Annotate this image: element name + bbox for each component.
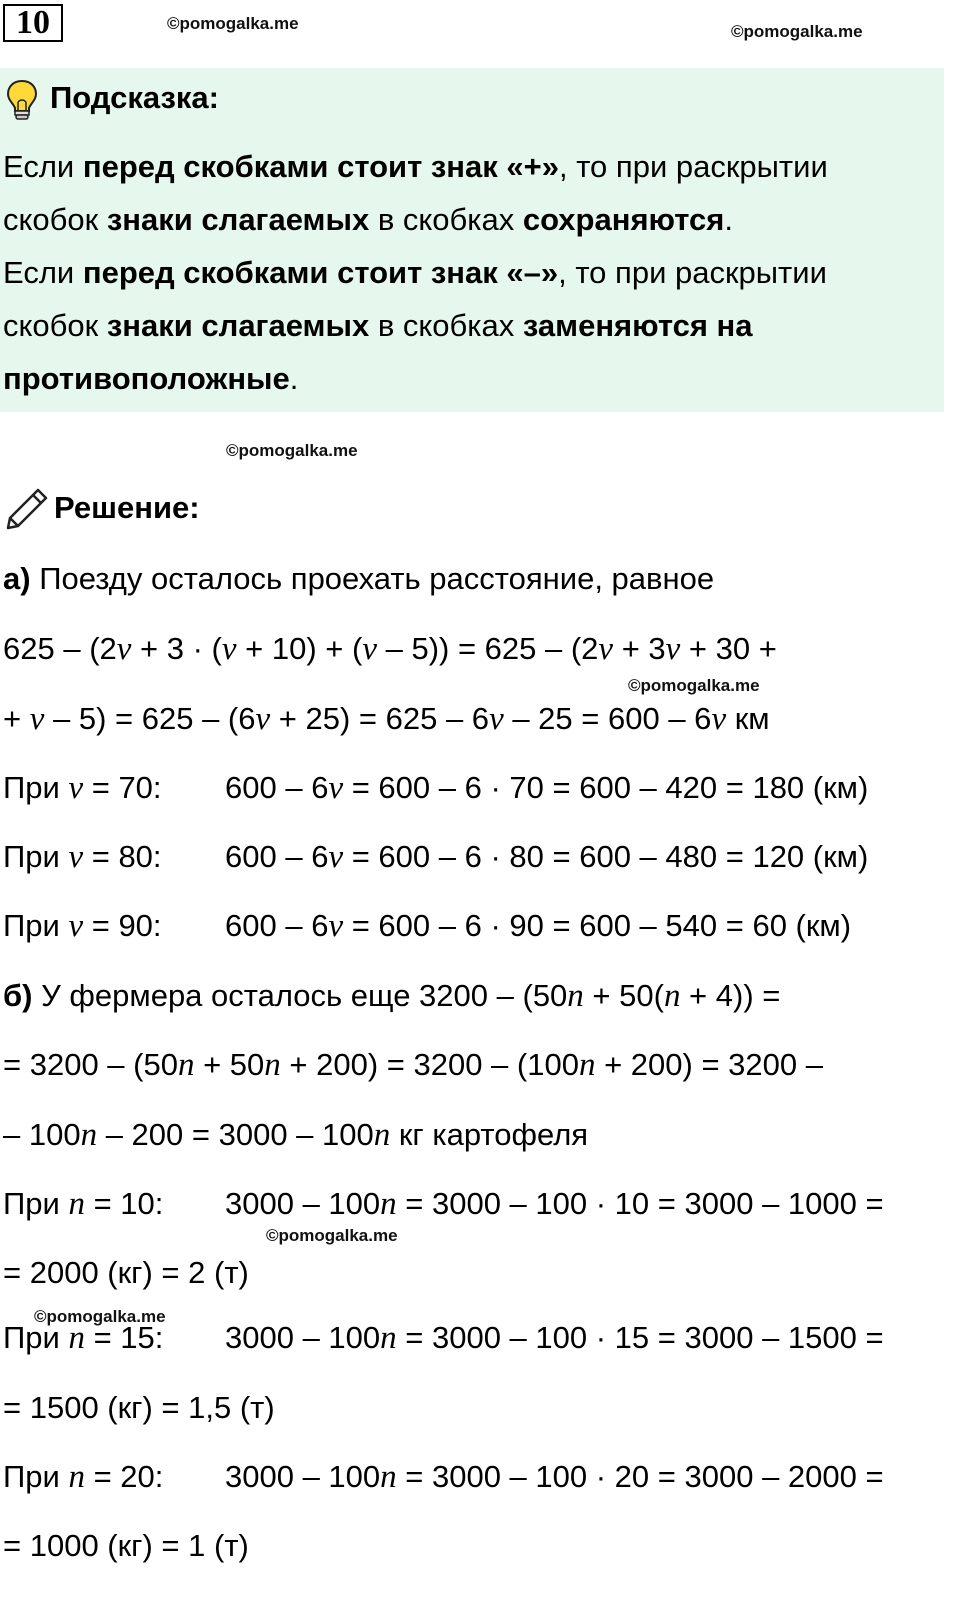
solution-line: При v = 90: 600 – 6v = 600 – 6 · 90 = 600 – 540 = 60 (км) [3, 908, 852, 944]
solution-line: При n = 10: 3000 – 100n = 3000 – 100 · 10 = 3000 – 1000 = [3, 1186, 884, 1222]
pencil-icon [4, 486, 50, 532]
watermark: ©pomogalka.me [731, 22, 863, 41]
solution-line: = 1000 (кг) = 1 (т) [3, 1528, 249, 1563]
solution-line: а) Поезду осталось проехать расстояние, равное [3, 561, 715, 596]
solution-line: При n = 15: 3000 – 100n = 3000 – 100 · 15 = 3000 – 1500 = [3, 1320, 884, 1356]
solution-line: б) У фермера осталось еще 3200 – (50n + 50(n + 4)) = [3, 978, 781, 1014]
solution-line: + v – 5) = 625 – (6v + 25) = 625 – 6v – 25 = 600 – 6v км [3, 701, 770, 737]
watermark: ©pomogalka.me [628, 676, 760, 695]
hint-line: Если перед скобками стоит знак «–», то при раскрытии [3, 255, 827, 290]
solution-line: При v = 70: 600 – 6v = 600 – 6 · 70 = 600 – 420 = 180 (км) [3, 770, 869, 806]
solution-title: Решение: [54, 490, 200, 525]
hint-line: скобок знаки слагаемых в скобках сохраняются. [3, 202, 733, 237]
solution-line: = 2000 (кг) = 2 (т) [3, 1255, 249, 1290]
hint-title: Подсказка: [50, 80, 219, 115]
solution-line: 625 – (2v + 3 · (v + 10) + (v – 5)) = 625 – (2v + 3v + 30 + [3, 631, 777, 667]
task-number: 10 [3, 4, 63, 42]
solution-line: – 100n – 200 = 3000 – 100n кг картофеля [3, 1117, 589, 1153]
watermark: ©pomogalka.me [266, 1226, 398, 1245]
lightbulb-icon [4, 78, 40, 122]
solution-line: = 3200 – (50n + 50n + 200) = 3200 – (100n + 200) = 3200 – [3, 1047, 823, 1083]
watermark: ©pomogalka.me [167, 14, 299, 33]
hint-line: Если перед скобками стоит знак «+», то при раскрытии [3, 149, 828, 184]
hint-line: противоположные. [3, 361, 299, 396]
hint-line: скобок знаки слагаемых в скобках заменяются на [3, 308, 753, 343]
solution-line: При n = 20: 3000 – 100n = 3000 – 100 · 20 = 3000 – 2000 = [3, 1459, 884, 1495]
solution-line: При v = 80: 600 – 6v = 600 – 6 · 80 = 600 – 480 = 120 (км) [3, 839, 869, 875]
watermark: ©pomogalka.me [34, 1307, 166, 1326]
watermark: ©pomogalka.me [226, 441, 358, 460]
solution-line: = 1500 (кг) = 1,5 (т) [3, 1390, 275, 1425]
